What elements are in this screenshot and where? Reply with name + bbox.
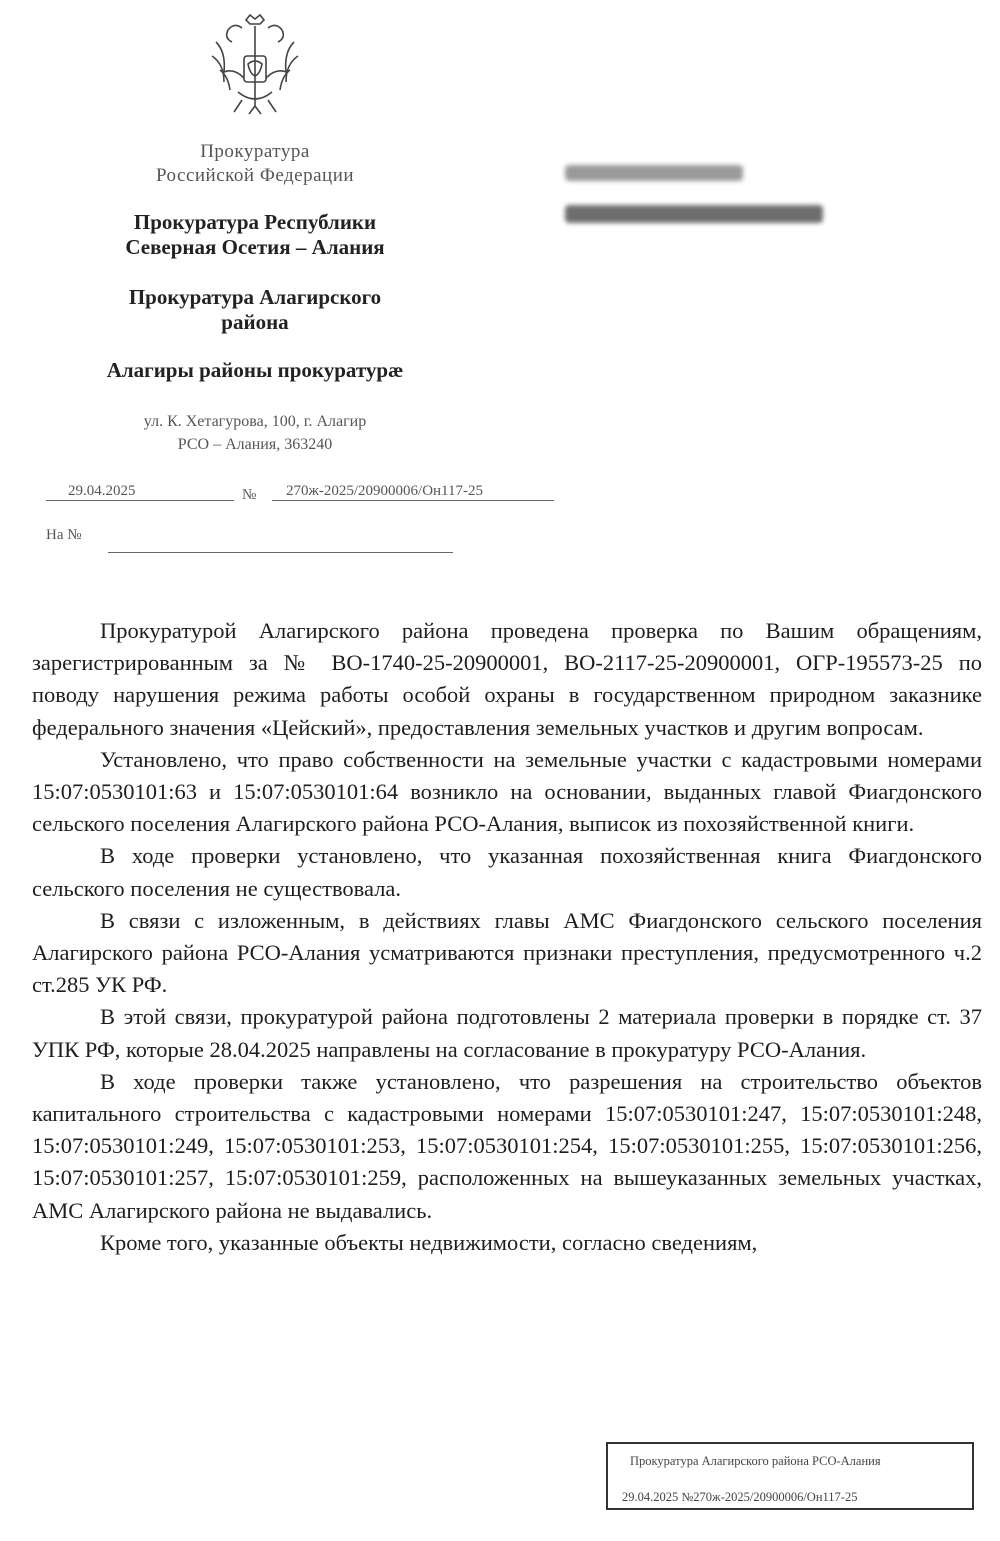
- prosecutor-office-header: [100, 140, 410, 188]
- district-prosecutor-header: [60, 285, 450, 335]
- reply-to-label: На №: [46, 527, 82, 543]
- org-line: Прокуратура Республики: [133, 210, 377, 234]
- body-paragraph: В ходе проверки установлено, что указанная похозяйственная книга Фиагдонского сельского поселения не существовала.: [32, 843, 982, 901]
- registration-date: 29.04.2025: [46, 483, 234, 501]
- address-line: ул. К. Хетагурова, 100, г. Алагир: [143, 413, 367, 430]
- redacted-recipient-line: [565, 165, 743, 181]
- stamp-line: 29.04.2025 №270ж-2025/20900006/Он117-25: [622, 1490, 858, 1504]
- reply-to-line: [108, 552, 453, 553]
- registration-stamp: [606, 1442, 974, 1510]
- letter-body: [32, 615, 982, 1259]
- body-paragraph: Кроме того, указанные объекты недвижимости, согласно сведениям,: [100, 1229, 758, 1255]
- coat-of-arms-icon: [208, 12, 302, 116]
- org-line: Российской Федерации: [155, 165, 355, 186]
- body-paragraph: Прокуратурой Алагирского района проведена проверка по Вашим обращениям, зарегистрированным за № ВО-1740-25-20900001, ВО-2117-25-20900001, ОГР-195573-25 по поводу нарушения режима работы особой охраны в государственном природном заказнике федерального значения «Цейский», предоставления земельных участков и другим вопросам.: [32, 618, 982, 740]
- address-line: РСО – Алания, 363240: [177, 436, 333, 453]
- body-paragraph: Установлено, что право собственности на земельные участки с кадастровыми номерами 15:07:0530101:63 и 15:07:0530101:64 возникло на основании, выданных главой Фиагдонского сельского поселения Алагирского района РСО-Алания, выписок из похозяйственной книги.: [32, 746, 982, 837]
- body-paragraph: В ходе проверки также установлено, что разрешения на строительство объектов капитального строительства с кадастровыми номерами 15:07:0530101:247, 15:07:0530101:248, 15:07:0530101:249, 15:07:0530101:253, 15:07:0530101:254, 15:07:0530101:255, 15:07:0530101:256, 15:07:0530101:257, 15:07:0530101:259, расположенных на вышеуказанных земельных участках, АМС Алагирского района не выдавались.: [32, 1068, 982, 1223]
- address: [80, 410, 430, 456]
- org-line: Прокуратура Алагирского: [128, 285, 382, 309]
- registration-number: 270ж-2025/20900006/Он117-25: [272, 483, 554, 501]
- ossetian-name-header: Алагиры районы прокуратурæ: [106, 358, 404, 382]
- org-line: Прокуратура: [200, 141, 310, 162]
- registration-number-label: №: [242, 487, 257, 503]
- body-paragraph: В этой связи, прокуратурой района подготовлены 2 материала проверки в порядке ст. 37 УПК РФ, которые 28.04.2025 направлены на согласование в прокуратуру РСО-Алания.: [32, 1004, 982, 1062]
- redacted-recipient-line: [565, 205, 823, 223]
- body-paragraph: В связи с изложенным, в действиях главы АМС Фиагдонского сельского поселения Алагирского района РСО-Алания усматриваются признаки преступления, предусмотренного ч.2 ст.285 УК РФ.: [32, 907, 982, 998]
- stamp-line: Прокуратура Алагирского района РСО-Алания: [630, 1454, 881, 1468]
- org-line: Северная Осетия – Алания: [125, 235, 385, 259]
- org-line: района: [221, 310, 289, 334]
- republic-prosecutor-header: [60, 210, 450, 260]
